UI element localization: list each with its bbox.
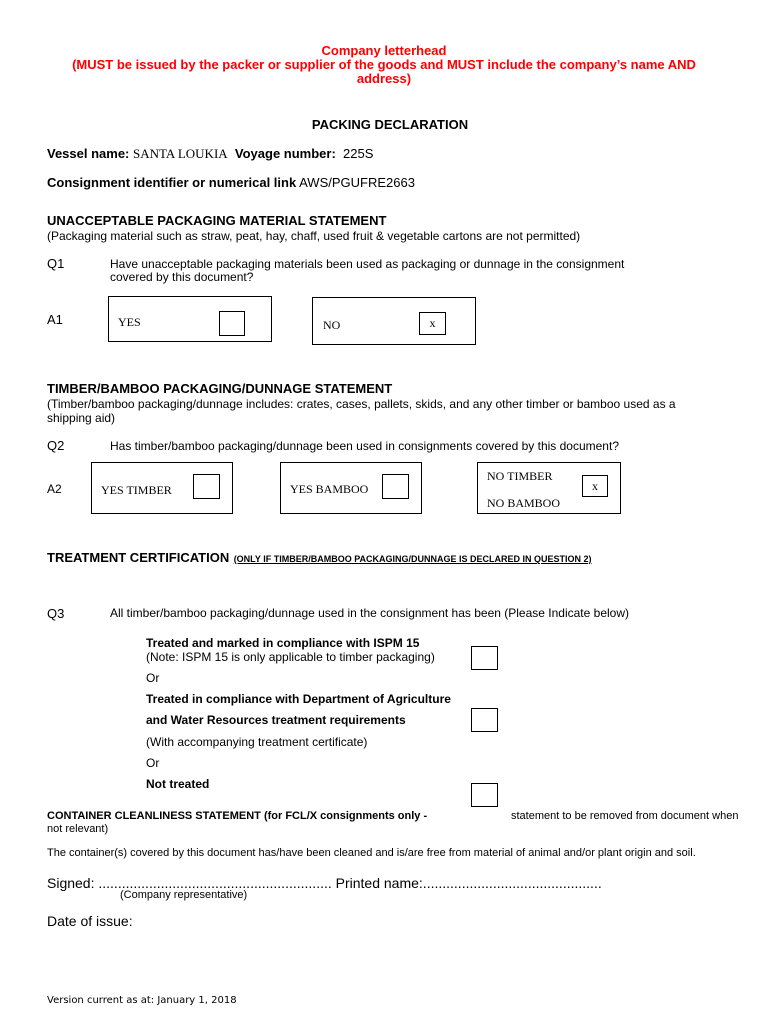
q3-or1: Or xyxy=(146,671,160,685)
voyage-value: 225S xyxy=(343,146,374,161)
section3-heading-note: (ONLY IF TIMBER/BAMBOO PACKAGING/DUNNAGE IS DECLARED IN QUESTION 2) xyxy=(233,554,592,564)
q3-opt2-note: (With accompanying treatment certificate) xyxy=(146,735,368,749)
q1-line1: Have unacceptable packaging materials been used as packaging or dunnage in the consignment xyxy=(110,257,625,271)
a1-yes-option xyxy=(108,296,272,342)
vessel-label: Vessel name: xyxy=(47,146,130,161)
a2-yes-bamboo-option xyxy=(280,462,422,514)
a2-yes-timber-label: YES TIMBER xyxy=(101,483,172,497)
footer-version: Version current as at: January 1, 2018 xyxy=(47,995,237,1006)
q3-opt3-title: Not treated xyxy=(146,777,210,791)
a2-no-bamboo-label: NO BAMBOO xyxy=(487,496,561,510)
a2-no-checkbox[interactable]: x xyxy=(582,475,608,497)
q1-line2: covered by this document? xyxy=(110,270,254,284)
a1-no-checkbox[interactable]: x xyxy=(419,312,446,335)
q2-text: Has timber/bamboo packaging/dunnage been used in consignments covered by this document? xyxy=(110,439,619,453)
a2-no-option xyxy=(477,462,621,514)
q3-opt2-line1: Treated in compliance with Department of Agriculture xyxy=(146,692,451,706)
section4-side-note: statement to be removed from document when xyxy=(511,810,739,822)
section3-heading-line xyxy=(47,549,592,567)
a1-no-option xyxy=(312,297,476,345)
section4-heading-line xyxy=(47,810,427,822)
a1-yes-label: YES xyxy=(118,315,141,329)
letterhead-line1: Company letterhead xyxy=(321,43,447,58)
section2-note-line1: (Timber/bamboo packaging/dunnage includes: crates, cases, pallets, skids, and any other timber or bamboo used as a xyxy=(47,397,676,411)
a2-yes-timber-option xyxy=(91,462,233,514)
q3-or2: Or xyxy=(146,756,160,770)
q3-text: All timber/bamboo packaging/dunnage used in the consignment has been (Please Indicate below) xyxy=(110,606,629,620)
consignment-label: Consignment identifier or numerical link xyxy=(47,175,297,190)
consignment-line xyxy=(47,175,415,190)
section4-heading-rest: (for FCL/X consignments only - xyxy=(263,810,428,822)
section3-heading: TREATMENT CERTIFICATION xyxy=(47,550,230,565)
a1-no-label: NO xyxy=(323,318,341,332)
signature-line: Signed: ............................................................ Printed name:.............................................. xyxy=(47,875,602,891)
section2-heading: TIMBER/BAMBOO PACKAGING/DUNNAGE STATEMENT xyxy=(47,381,393,396)
letterhead-line2: (MUST be issued by the packer or supplier of the goods and MUST include the company’s name AND xyxy=(72,57,696,72)
vessel-line xyxy=(47,146,373,162)
page-title: PACKING DECLARATION xyxy=(311,117,469,132)
section1-heading: UNACCEPTABLE PACKAGING MATERIAL STATEMENT xyxy=(47,213,387,228)
section4-heading: CONTAINER CLEANLINESS STATEMENT xyxy=(47,810,261,822)
a2-label: A2 xyxy=(47,482,62,496)
signature-sub: (Company representative) xyxy=(120,889,248,901)
voyage-label: Voyage number: xyxy=(234,146,336,161)
a2-yes-bamboo-checkbox[interactable] xyxy=(382,474,409,499)
a2-no-timber-label: NO TIMBER xyxy=(487,469,553,483)
q3-opt1-title: Treated and marked in compliance with ISPM 15 xyxy=(146,636,420,650)
section4-statement: The container(s) covered by this document has/have been cleaned and is/are free from material of animal and/or plant origin and soil. xyxy=(47,847,696,859)
a2-yes-bamboo-label: YES BAMBOO xyxy=(290,482,369,496)
q3-opt1-checkbox[interactable] xyxy=(471,646,498,670)
section1-note: (Packaging material such as straw, peat, hay, chaff, used fruit & vegetable cartons are not permitted) xyxy=(47,229,581,243)
a1-yes-checkbox[interactable] xyxy=(219,311,245,336)
section2-note-line2: shipping aid) xyxy=(47,411,116,425)
q3-opt1-note: (Note: ISPM 15 is only applicable to timber packaging) xyxy=(146,650,435,664)
consignment-value: AWS/PGUFRE2663 xyxy=(299,175,415,190)
q2-label: Q2 xyxy=(47,438,65,453)
q3-opt2-line2: and Water Resources treatment requirements xyxy=(146,713,406,727)
vessel-value: SANTA LOUKIA xyxy=(133,146,228,161)
q3-opt3-checkbox[interactable] xyxy=(471,783,498,807)
letterhead-line3: address) xyxy=(356,71,412,86)
date-of-issue: Date of issue: xyxy=(47,913,133,929)
q3-label: Q3 xyxy=(47,606,65,621)
section4-heading-line2: not relevant) xyxy=(47,823,109,835)
q3-opt2-checkbox[interactable] xyxy=(471,708,498,732)
q1-label: Q1 xyxy=(47,256,65,271)
a2-yes-timber-checkbox[interactable] xyxy=(193,474,220,499)
a1-label: A1 xyxy=(47,312,63,327)
